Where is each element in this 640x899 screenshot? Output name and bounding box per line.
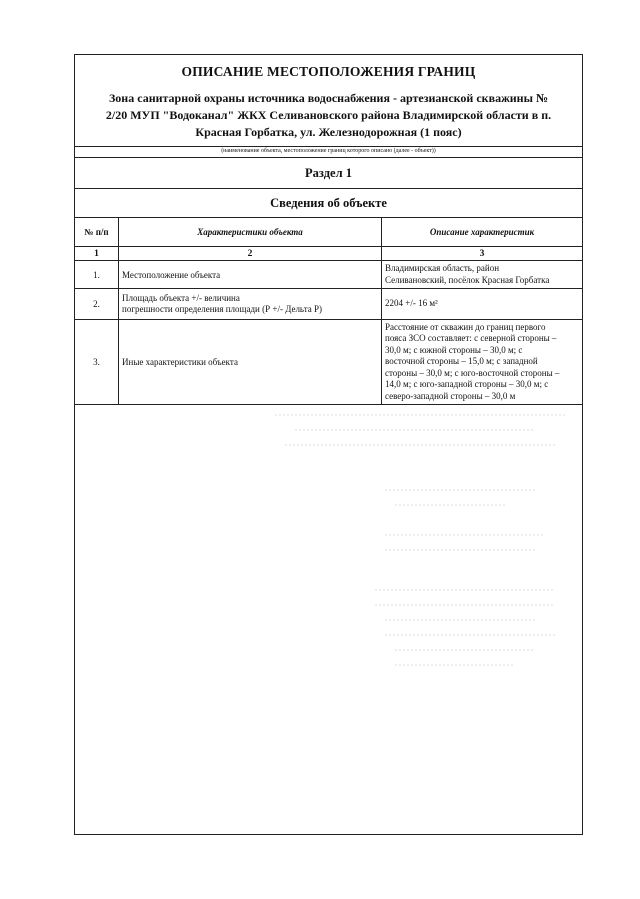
subject-line-2: 2/20 МУП "Водоканал" ЖКХ Селивановского района Владимирской области в п. — [105, 108, 552, 122]
row-characteristic: Местоположение объекта — [119, 261, 382, 289]
description-line: Селивановский, посёлок Красная Горбатка — [385, 274, 550, 285]
header-description: Описание характеристик — [382, 218, 583, 247]
table-row — [75, 289, 582, 320]
row-num: 1. — [75, 261, 119, 289]
table-index-row — [75, 247, 582, 261]
index-cell: 3 — [382, 247, 583, 261]
description-line: пояса ЗСО составляет: с северной стороны – — [385, 333, 557, 344]
characteristic-line: Площадь объекта +/- величина — [122, 292, 240, 303]
index-cell: 2 — [119, 247, 382, 261]
object-subject — [83, 90, 574, 141]
description-line: стороны – 30,0 м; с юго-восточной стороны – — [385, 367, 560, 378]
description-line: северо-западной стороны – 30,0 м — [385, 390, 516, 401]
row-description — [382, 320, 583, 405]
row-description: 2204 +/- 16 м² — [382, 289, 583, 320]
description-line: Расстояние от скважин до границ первого — [385, 321, 546, 332]
document-title: ОПИСАНИЕ МЕСТОПОЛОЖЕНИЯ ГРАНИЦ — [181, 64, 476, 79]
section-subtitle-text: Сведения об объекте — [270, 196, 387, 210]
header-num: № п/п — [75, 218, 119, 247]
section-title — [75, 157, 582, 188]
row-num: 3. — [75, 320, 119, 405]
description-line: восточной стороны – 15,0 м; с западной — [385, 356, 538, 367]
row-num: 2. — [75, 289, 119, 320]
subject-line-3: Красная Горбатка, ул. Железнодорожная (1 пояс) — [195, 125, 462, 139]
object-info-table — [75, 217, 582, 405]
characteristic-line: погрешности определения площади (Р +/- Дельта Р) — [122, 304, 322, 314]
table-row — [75, 320, 582, 405]
description-line: 30,0 м; с южной стороны – 30,0 м; с — [385, 344, 523, 355]
subject-line-1: Зона санитарной охраны источника водоснабжения - артезианской скважины № — [108, 91, 549, 105]
bleed-through-marks — [235, 395, 575, 685]
row-characteristic: Иные характеристики объекта — [119, 320, 382, 405]
section-title-text: Раздел 1 — [305, 166, 352, 180]
table-header-row — [75, 218, 582, 247]
subject-note: (наименование объекта, местоположение границ которого описано (далее - объект)) — [75, 146, 582, 157]
index-cell: 1 — [75, 247, 119, 261]
row-description — [382, 261, 583, 289]
header-characteristic: Характеристики объекта — [119, 218, 382, 247]
section-subtitle — [75, 188, 582, 217]
description-line: Владимирская область, район — [385, 263, 500, 273]
row-characteristic — [119, 289, 382, 320]
table-row — [75, 261, 582, 289]
description-line: 14,0 м; с юго-западной стороны – 30,0 м; с — [385, 379, 549, 390]
